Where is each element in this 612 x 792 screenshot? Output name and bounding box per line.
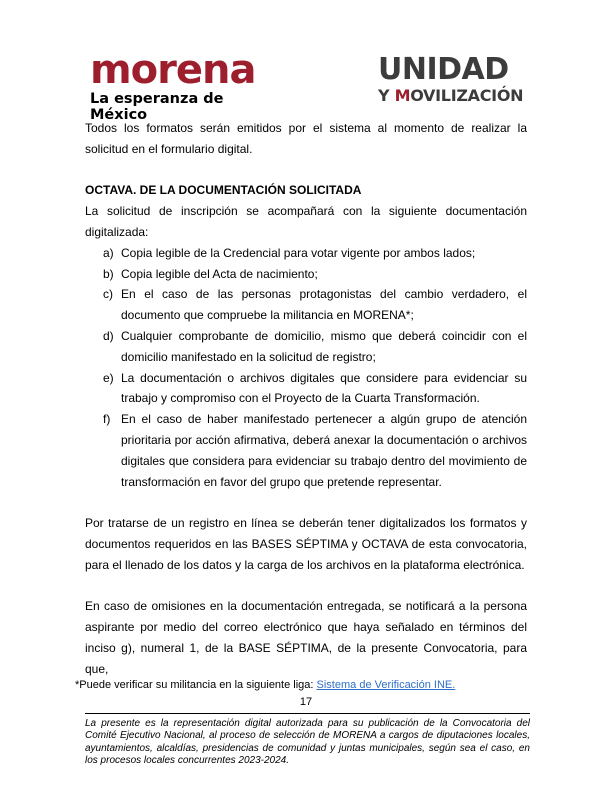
unidad-logo-prefix: Y xyxy=(378,86,395,105)
list-item xyxy=(85,409,527,492)
spacer xyxy=(85,492,527,513)
section-intro: La solicitud de inscripción se acompañará con la siguiente documentación digitalizada: xyxy=(85,204,527,239)
page-number: 17 xyxy=(299,696,313,708)
unidad-logo-line2 xyxy=(378,87,538,105)
section-title: OCTAVA. DE LA DOCUMENTACIÓN SOLICITADA xyxy=(85,183,362,198)
list-item xyxy=(85,368,527,410)
spacer xyxy=(85,576,527,597)
paragraph-omisiones: En caso de omisiones en la documentación entregada, se notificará a la persona aspirante por medio del correo electrónico que haya señalado en términos del inciso g), numeral 1, de la BASE SÉPTIMA, de la presente Convocatoria, para que, xyxy=(85,599,527,676)
morena-logo xyxy=(90,47,280,123)
footer-disclaimer: La presente es la representación digital autorizada para su publicación de la Convocatoria del Comité Ejecutivo Nacional, al proceso de selección de MORENA a cargos de diputaciones locales, ayuntamientos, alcaldías, presidencias de comunidad y juntas municipales, según sea el caso, en los procesos locales concurrentes 2023-2024. xyxy=(85,718,530,766)
list-item-mark: c) xyxy=(103,287,113,302)
morena-logo-tagline: La esperanza de México xyxy=(90,91,224,123)
list-item-text: Copia legible de la Credencial para votar vigente por ambos lados; xyxy=(121,245,476,260)
spacer xyxy=(85,160,527,181)
unidad-logo-rest: OVILIZACIÓN xyxy=(410,86,524,105)
morena-logo-brand: morena xyxy=(90,47,256,93)
footer-divider xyxy=(85,713,530,714)
list-item-mark: d) xyxy=(103,328,114,343)
list-item-mark: a) xyxy=(103,245,114,260)
list-item-mark: e) xyxy=(103,370,114,385)
intro-paragraph: Todos los formatos serán emitidos por el sistema al momento de realizar la solicitud en el formulario digital. xyxy=(85,121,527,156)
unidad-movilizacion-logo xyxy=(378,52,538,105)
paragraph-bases: Por tratarse de un registro en línea se deberán tener digitalizados los formatos y documentos requeridos en las BASES SÉPTIMA y OCTAVA de esta convocatoria, para el llenado de los datos y la carga de los archivos en la plataforma electrónica. xyxy=(85,516,527,572)
list-item-mark: b) xyxy=(103,266,114,281)
footnote xyxy=(75,678,535,692)
list-item-text: En el caso de haber manifestado pertenecer a algún grupo de atención prioritaria por acción afirmativa, deberá anexar la documentación o archivos digitales que considera para evidenciar su trabajo dentro del movimiento de transformación en favor del grupo que pretende representar. xyxy=(121,412,527,489)
list-item-text: Copia legible del Acta de nacimiento; xyxy=(121,266,318,281)
list-item-text: En el caso de las personas protagonistas del cambio verdadero, el documento que compruebe la militancia en MORENA*; xyxy=(121,287,527,323)
document-list xyxy=(85,243,527,493)
list-item xyxy=(85,264,527,285)
list-item-text: La documentación o archivos digitales que considere para evidenciar su trabajo y compromiso con el Proyecto de la Cuarta Transformación. xyxy=(121,370,527,406)
footnote-text: *Puede verificar su militancia en la siguiente liga: xyxy=(75,679,317,691)
list-item-mark: f) xyxy=(103,412,111,427)
list-item xyxy=(85,326,527,368)
unidad-logo-accent: M xyxy=(394,86,411,105)
unidad-logo-line1: UNIDAD xyxy=(378,52,509,87)
document-body xyxy=(85,118,527,680)
ine-verification-link[interactable]: Sistema de Verificación INE. xyxy=(316,679,456,691)
list-item xyxy=(85,243,527,264)
list-item xyxy=(85,284,527,326)
list-item-text: Cualquier comprobante de domicilio, mismo que deberá coincidir con el domicilio manifestado en la solicitud de registro; xyxy=(121,328,527,364)
